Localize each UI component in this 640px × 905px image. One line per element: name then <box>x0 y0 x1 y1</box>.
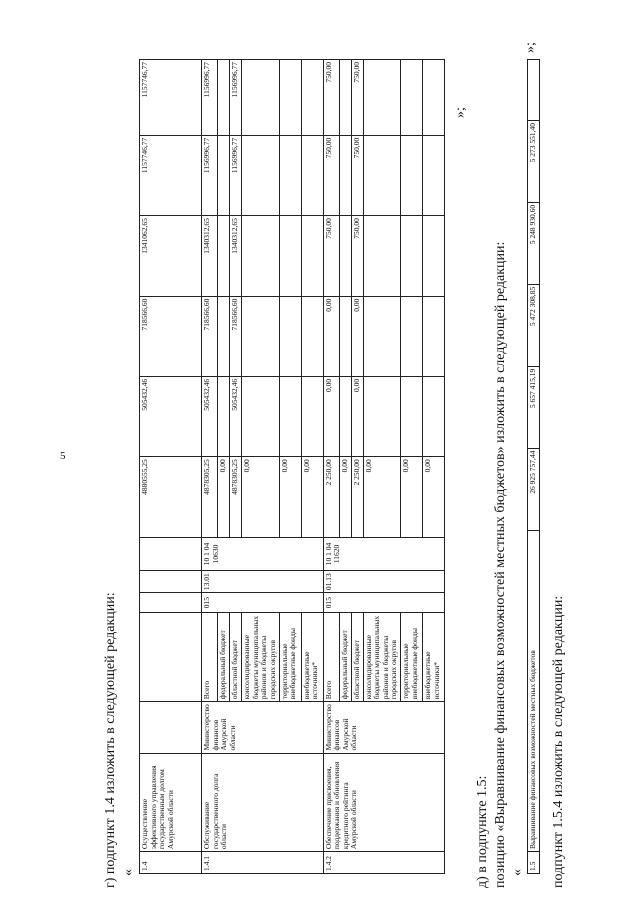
row-name: Осуществление эффективного управления государственным долгом Амурской области <box>140 753 202 852</box>
heading-d-sub: позицию «Выравнивание финансовых возможностей местных бюджетов» изложить в следующей редакции: <box>493 241 508 888</box>
close-quote-2: »; <box>523 42 538 53</box>
table-row: 1.4 Осуществление эффективного управления государственным долгом Амурской области 4880555,25 505432,46 718566,60 1341062,65 1157746,77 1157746,77 <box>140 60 202 874</box>
table-1-4: 1.4 Осуществление эффективного управления государственным долгом Амурской области 4880555,25 505432,46 718566,60 1341062,65 1157746,77 1157746,77 1.4.1 Обслуживание государственного долга области Министерство финансов Амурской области Всего 015 13.01 10 1 04 10630 4878305,25 505432,46 718566,60 1340312,65 1156996,77 1156996,77 федеральный бюджет 0,00 областной бюджет 4878305,25 505432,46 718566,60 1340312,65 1156996,77 1156996,77 консолидированные бюджеты муниципальных районов и бюджеты городских округов 0,00 территориальные внебюджетные фонды 0,00 внебюджетные источники* 0,00 1.4.2 Обеспечение присвоения, поддержания и обновления кредитного рейтинга Амурской области Министерство финансов Амурской области Всего 015 01.13 10 1 04 11620 2 250,00 0,00 0,00 750,00 750,00 750,00 федеральный бюджет 0,00 областной бюджет 2 250,00 0,00 0,00 750,00 750,00 750,00 консолидированные бюджеты муниципальных районов и бюджеты городских округов 0,00 территориальные внебюджетные фонды 0,00 внебюджетные источники* 0,00 <box>139 59 445 874</box>
open-quote-2: « <box>510 869 525 876</box>
table-row: 1.4.1 Обслуживание государственного долга области Министерство финансов Амурской области Всего 015 13.01 10 1 04 10630 4878305,25 505432,46 718566,60 1340312,65 1156996,77 1156996,77 <box>202 60 218 874</box>
page-number: 5 <box>60 450 66 462</box>
heading-1-5-4: подпункт 1.5.4 изложить в следующей редакции: <box>551 595 566 888</box>
table-1-5 <box>527 59 540 874</box>
heading-g: г) подпункт 1.4 изложить в следующей редакции: <box>103 592 118 888</box>
close-quote-1: »; <box>453 107 468 118</box>
row-number: 1.4 <box>140 852 202 874</box>
heading-d: д) в подпункте 1.5: <box>475 775 490 888</box>
open-quote-1: « <box>121 869 136 876</box>
table-row: 1.4.2 Обеспечение присвоения, поддержания и обновления кредитного рейтинга Амурской области Министерство финансов Амурской области Всего 015 01.13 10 1 04 11620 2 250,00 0,00 0,00 750,00 750,00 750,00 <box>323 60 339 874</box>
rotated-content <box>103 18 573 888</box>
total-value: 4880555,25 <box>140 457 202 537</box>
table-row: 1.5 Выравнивание финансовых возможностей местных бюджетов 26 925 757,44 5 657 415,19 5 472 308,85 5 248 930,60 5 273 551,40 <box>528 60 540 874</box>
